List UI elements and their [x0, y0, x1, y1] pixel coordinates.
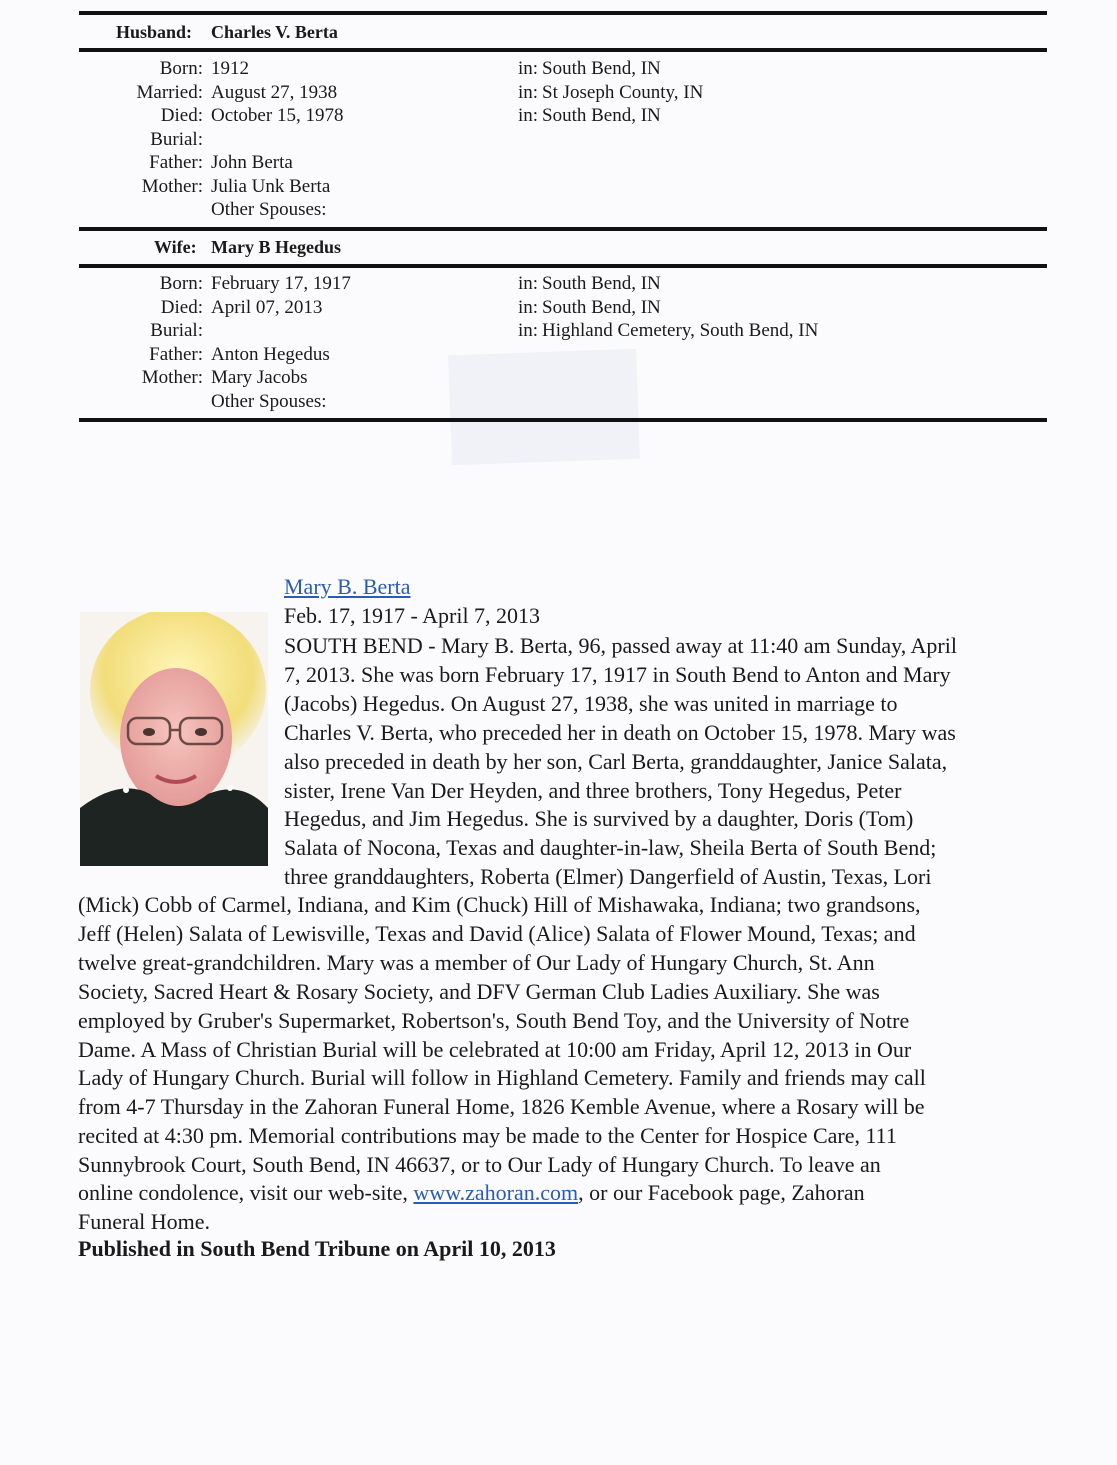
husband-field-value: Other Spouses: [211, 199, 327, 220]
wife-field-label: Burial: [150, 320, 203, 341]
obituary-line: employed by Gruber's Supermarket, Robertson's, South Bend Toy, and the University of Notre [78, 1007, 910, 1033]
wife-field-row [0, 320, 1117, 344]
portrait-illustration [80, 612, 268, 866]
wife-field-value: Mary Jacobs [211, 367, 308, 388]
husband-field-place: St Joseph County, IN [542, 81, 704, 103]
wife-field-label: Died: [160, 296, 203, 318]
published-note: Published in South Bend Tribune on April 10, 2013 [78, 1236, 556, 1261]
bottom-rule [79, 418, 1047, 422]
wife-field-value: February 17, 1917 [211, 273, 351, 294]
wife-field-place: South Bend, IN [542, 273, 661, 294]
husband-field-in-label: in: [517, 81, 538, 103]
obituary-line: Dame. A Mass of Christian Burial will be celebrated at 10:00 am Friday, April 12, 2013 in Our [78, 1036, 912, 1062]
wife-field-label: Born: [159, 273, 203, 294]
wife-field-row [0, 344, 1117, 368]
obituary-line: (Mick) Cobb of Carmel, Indiana, and Kim (Chuck) Hill of Mishawaka, Indiana; two grandsons, [78, 892, 921, 917]
wife-rule [79, 264, 1047, 268]
wife-field-row [0, 297, 1117, 321]
obituary-line: sister, Irene Van Der Heyden, and three brothers, Tony Hegedus, Peter [284, 777, 902, 803]
wife-field-row [0, 367, 1117, 391]
wife-field-place: South Bend, IN [542, 296, 661, 318]
obituary-line: Charles V. Berta, who preceded her in death on October 15, 1978. Mary was [284, 719, 956, 745]
husband-field-row [0, 82, 1117, 106]
wife-field-value: April 07, 2013 [211, 296, 323, 318]
husband-field-value: 1912 [211, 58, 249, 79]
wife-heading-label: Wife: [154, 237, 197, 257]
husband-field-row [0, 152, 1117, 176]
husband-field-value: John Berta [211, 152, 293, 173]
obituary-dates: Feb. 17, 1917 - April 7, 2013 [284, 603, 541, 628]
obituary-line: twelve great-grandchildren. Mary was a member of Our Lady of Hungary Church, St. Ann [78, 949, 875, 975]
wife-field-label: Mother: [141, 367, 203, 388]
wife-name: Mary B Hegedus [211, 237, 341, 257]
wife-field-place: Highland Cemetery, South Bend, IN [542, 320, 819, 341]
obituary-line: SOUTH BEND - Mary B. Berta, 96, passed away at 11:40 am Sunday, April [284, 633, 957, 658]
obituary-title-link[interactable]: Mary B. Berta [284, 574, 411, 599]
husband-field-in-label: in: [517, 58, 538, 79]
husband-rule [79, 48, 1047, 52]
wife-field-in-label: in: [517, 296, 538, 318]
wife-field-value: Other Spouses: [211, 390, 327, 412]
husband-name: Charles V. Berta [211, 22, 338, 42]
husband-field-row [0, 176, 1117, 200]
wife-field-in-label: in: [517, 320, 538, 341]
zahoran-website-link[interactable]: www.zahoran.com [413, 1180, 579, 1205]
husband-field-label: Died: [160, 105, 203, 126]
husband-field-row [0, 58, 1117, 82]
obituary-line: also preceded in death by her son, Carl Berta, granddaughter, Janice Salata, [284, 748, 948, 774]
obituary-last-line: Funeral Home. [78, 1209, 210, 1234]
link-line-suffix: , or our Facebook page, Zahoran [578, 1180, 865, 1205]
wife-field-row [0, 391, 1117, 415]
husband-field-value: October 15, 1978 [211, 105, 344, 126]
husband-field-in-label: in: [517, 105, 538, 126]
obituary-line: recited at 4:30 pm. Memorial contributions may be made to the Center for Hospice Care, 111 [78, 1123, 897, 1149]
obituary-line: from 4-7 Thursday in the Zahoran Funeral Home, 1826 Kemble Avenue, where a Rosary will be [78, 1094, 925, 1120]
obituary-line: Society, Sacred Heart & Rosary Society, and DFV German Club Ladies Auxiliary. She was [78, 978, 880, 1004]
obituary-line: Hegedus, and Jim Hegedus. She is survived by a daughter, Doris (Tom) [284, 806, 914, 832]
obituary-line: three granddaughters, Roberta (Elmer) Dangerfield of Austin, Texas, Lori [284, 864, 932, 890]
husband-field-label: Married: [136, 81, 203, 103]
obituary-line: Salata of Nocona, Texas and daughter-in-law, Sheila Berta of South Bend; [284, 835, 937, 861]
husband-field-place: South Bend, IN [542, 58, 661, 79]
obituary-line: (Jacobs) Hegedus. On August 27, 1938, she was united in marriage to [284, 690, 898, 716]
husband-field-place: South Bend, IN [542, 105, 661, 126]
wife-field-in-label: in: [517, 273, 538, 294]
obituary-line: Sunnybrook Court, South Bend, IN 46637, or to Our Lady of Hungary Church. To leave an [78, 1152, 881, 1178]
husband-field-label: Born: [159, 58, 203, 79]
wife-field-label: Father: [149, 343, 203, 365]
husband-field-value: Julia Unk Berta [211, 175, 331, 197]
obituary-line: 7, 2013. She was born February 17, 1917 in South Bend to Anton and Mary [284, 661, 951, 687]
wife-top-rule [79, 227, 1047, 231]
top-rule [79, 11, 1047, 15]
obituary-line: Lady of Hungary Church. Burial will follow in Highland Cemetery. Family and friends may call [78, 1065, 926, 1091]
husband-field-row [0, 129, 1117, 153]
wife-field-row [0, 273, 1117, 297]
wife-field-value: Anton Hegedus [211, 343, 330, 365]
portrait-photo [80, 612, 268, 866]
link-line-prefix: online condolence, visit our web-site, [78, 1180, 414, 1205]
husband-heading-label: Husband: [116, 22, 193, 42]
obituary-link-line [78, 1179, 865, 1208]
husband-field-label: Burial: [150, 128, 203, 150]
obituary-line: Jeff (Helen) Salata of Lewisville, Texas and David (Alice) Salata of Flower Mound, Texas; and [78, 920, 916, 946]
husband-field-label: Mother: [141, 175, 203, 197]
husband-field-row [0, 199, 1117, 223]
husband-field-value: August 27, 1938 [211, 81, 338, 103]
husband-field-row [0, 105, 1117, 129]
husband-field-label: Father: [149, 152, 203, 173]
